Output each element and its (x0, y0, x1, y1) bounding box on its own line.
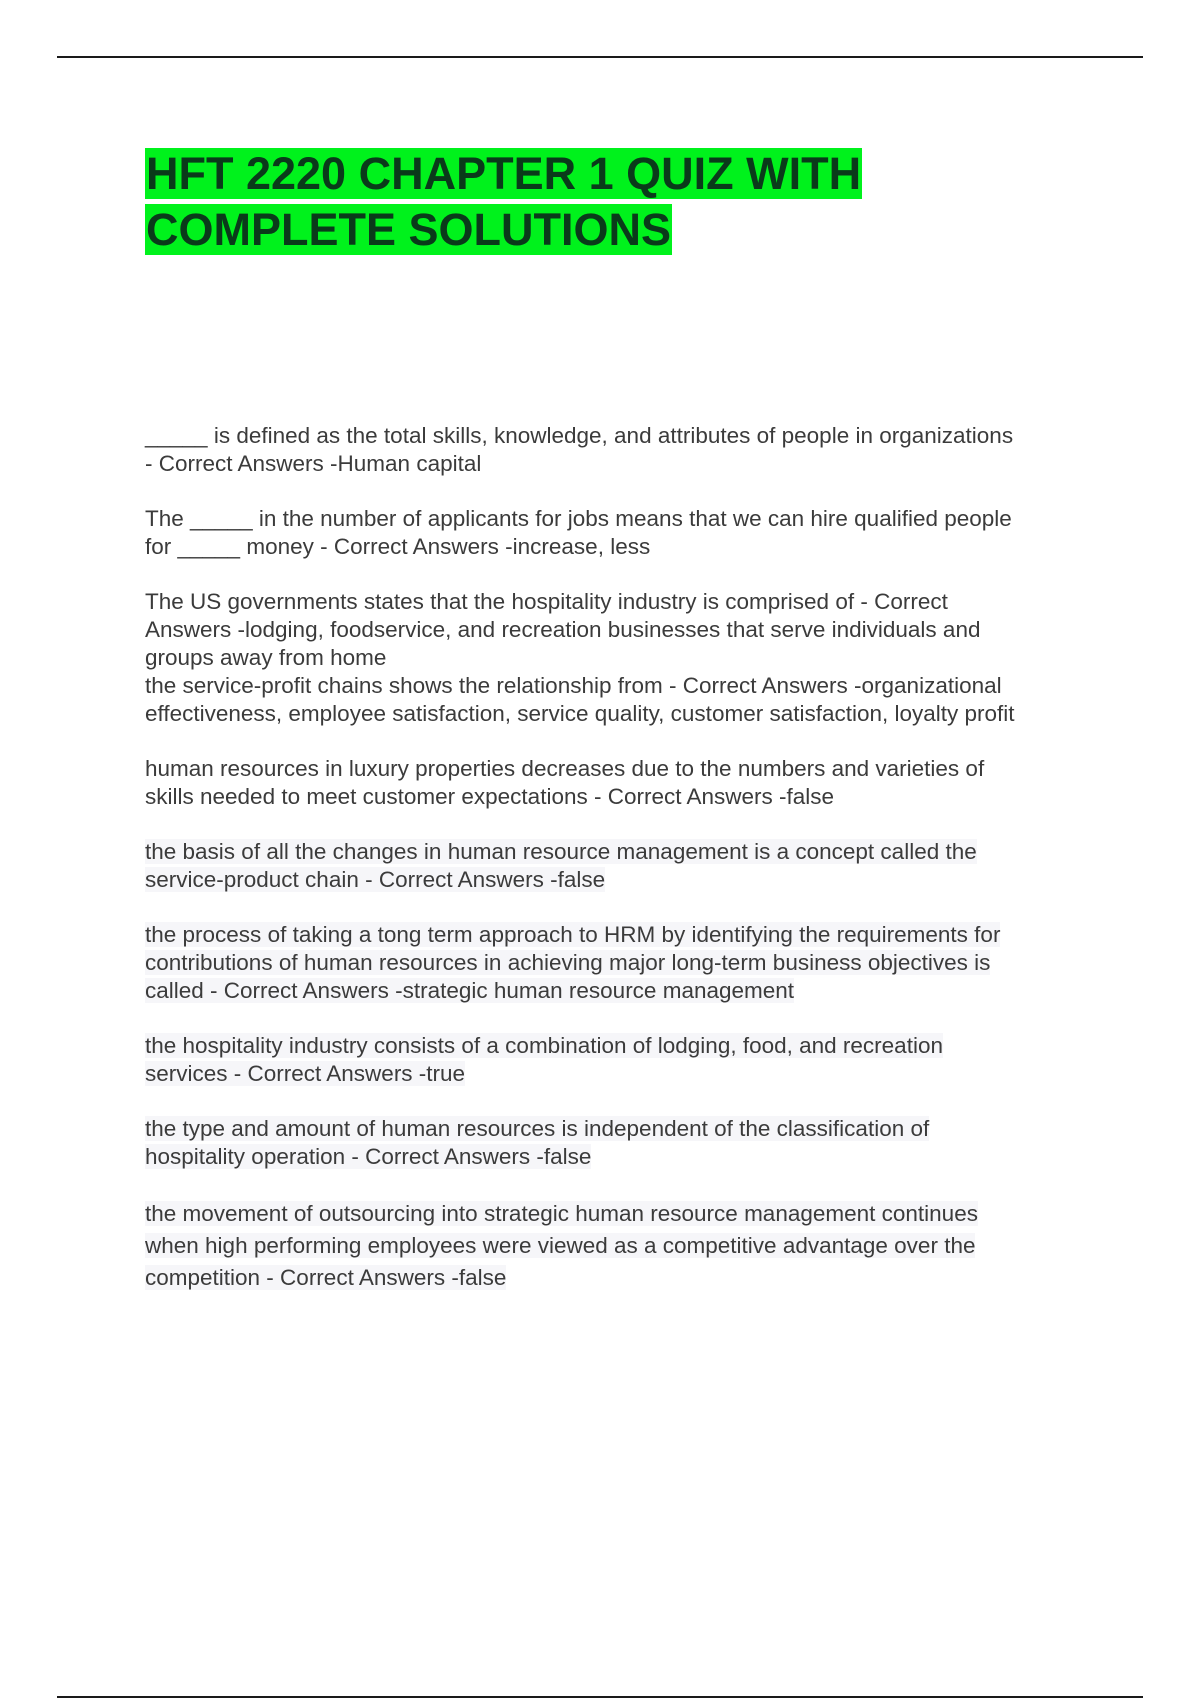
qa-item-4 (145, 672, 1105, 728)
top-rule (57, 56, 1143, 58)
qa-line (145, 977, 1105, 1005)
qa-line-text: competition - Correct Answers -false (145, 1265, 507, 1290)
qa-line (145, 1230, 1105, 1262)
qa-line-text: the type and amount of human resources is independent of the classification of (145, 1116, 930, 1141)
qa-line: human resources in luxury properties decreases due to the numbers and varieties of (145, 756, 985, 781)
qa-line: _____ is defined as the total skills, knowledge, and attributes of people in organizations (145, 423, 1014, 448)
qa-item-2 (145, 505, 1105, 561)
qa-line: skills needed to meet customer expectations - Correct Answers -false (145, 784, 835, 809)
qa-line-text: service-product chain - Correct Answers -false (145, 867, 606, 892)
qa-line: - Correct Answers -Human capital (145, 451, 482, 476)
qa-line (145, 1115, 1105, 1143)
qa-line-text: hospitality operation - Correct Answers -false (145, 1144, 592, 1169)
qa-item-1 (145, 422, 1105, 478)
qa-line (145, 838, 1105, 866)
title-line-2: COMPLETE SOLUTIONS (146, 204, 672, 255)
bottom-rule (57, 1696, 1143, 1698)
qa-line (145, 921, 1105, 949)
qa-line (145, 1032, 1105, 1060)
qa-item-5 (145, 755, 1105, 811)
qa-line-text: the movement of outsourcing into strategic human resource management continues (145, 1201, 978, 1226)
qa-line: The US governments states that the hospitality industry is comprised of - Correct (145, 589, 948, 614)
qa-list (145, 422, 1105, 1294)
qa-line (145, 1198, 1105, 1230)
qa-line-text: when high performing employees were viewed as a competitive advantage over the (145, 1233, 976, 1258)
qa-line (145, 866, 1105, 894)
qa-item-9 (145, 1115, 1105, 1171)
qa-line: the service-profit chains shows the relationship from - Correct Answers -organizational (145, 673, 1002, 698)
qa-line: effectiveness, employee satisfaction, service quality, customer satisfaction, loyalty profit (145, 701, 1015, 726)
qa-line: groups away from home (145, 645, 387, 670)
qa-line-text: the process of taking a tong term approach to HRM by identifying the requirements for (145, 922, 1001, 947)
qa-item-3 (145, 588, 1105, 672)
qa-line-text: the hospitality industry consists of a combination of lodging, food, and recreation (145, 1033, 943, 1058)
title-line-1: HFT 2220 CHAPTER 1 QUIZ WITH (146, 148, 862, 199)
document-title (145, 146, 1105, 258)
qa-line: Answers -lodging, foodservice, and recreation businesses that serve individuals and (145, 617, 981, 642)
qa-line: The _____ in the number of applicants for jobs means that we can hire qualified people (145, 506, 1012, 531)
qa-line (145, 1060, 1105, 1088)
qa-line: for _____ money - Correct Answers -increase, less (145, 534, 651, 559)
qa-line-text: services - Correct Answers -true (145, 1061, 466, 1086)
qa-item-7 (145, 921, 1105, 1005)
qa-line (145, 1143, 1105, 1171)
qa-item-8 (145, 1032, 1105, 1088)
qa-line-text: called - Correct Answers -strategic human resource management (145, 978, 795, 1003)
qa-line-text: contributions of human resources in achieving major long-term business objectives is (145, 950, 991, 975)
qa-line (145, 949, 1105, 977)
qa-item-10 (145, 1198, 1105, 1294)
qa-item-6 (145, 838, 1105, 894)
qa-line-text: the basis of all the changes in human resource management is a concept called the (145, 839, 977, 864)
qa-line (145, 1262, 1105, 1294)
